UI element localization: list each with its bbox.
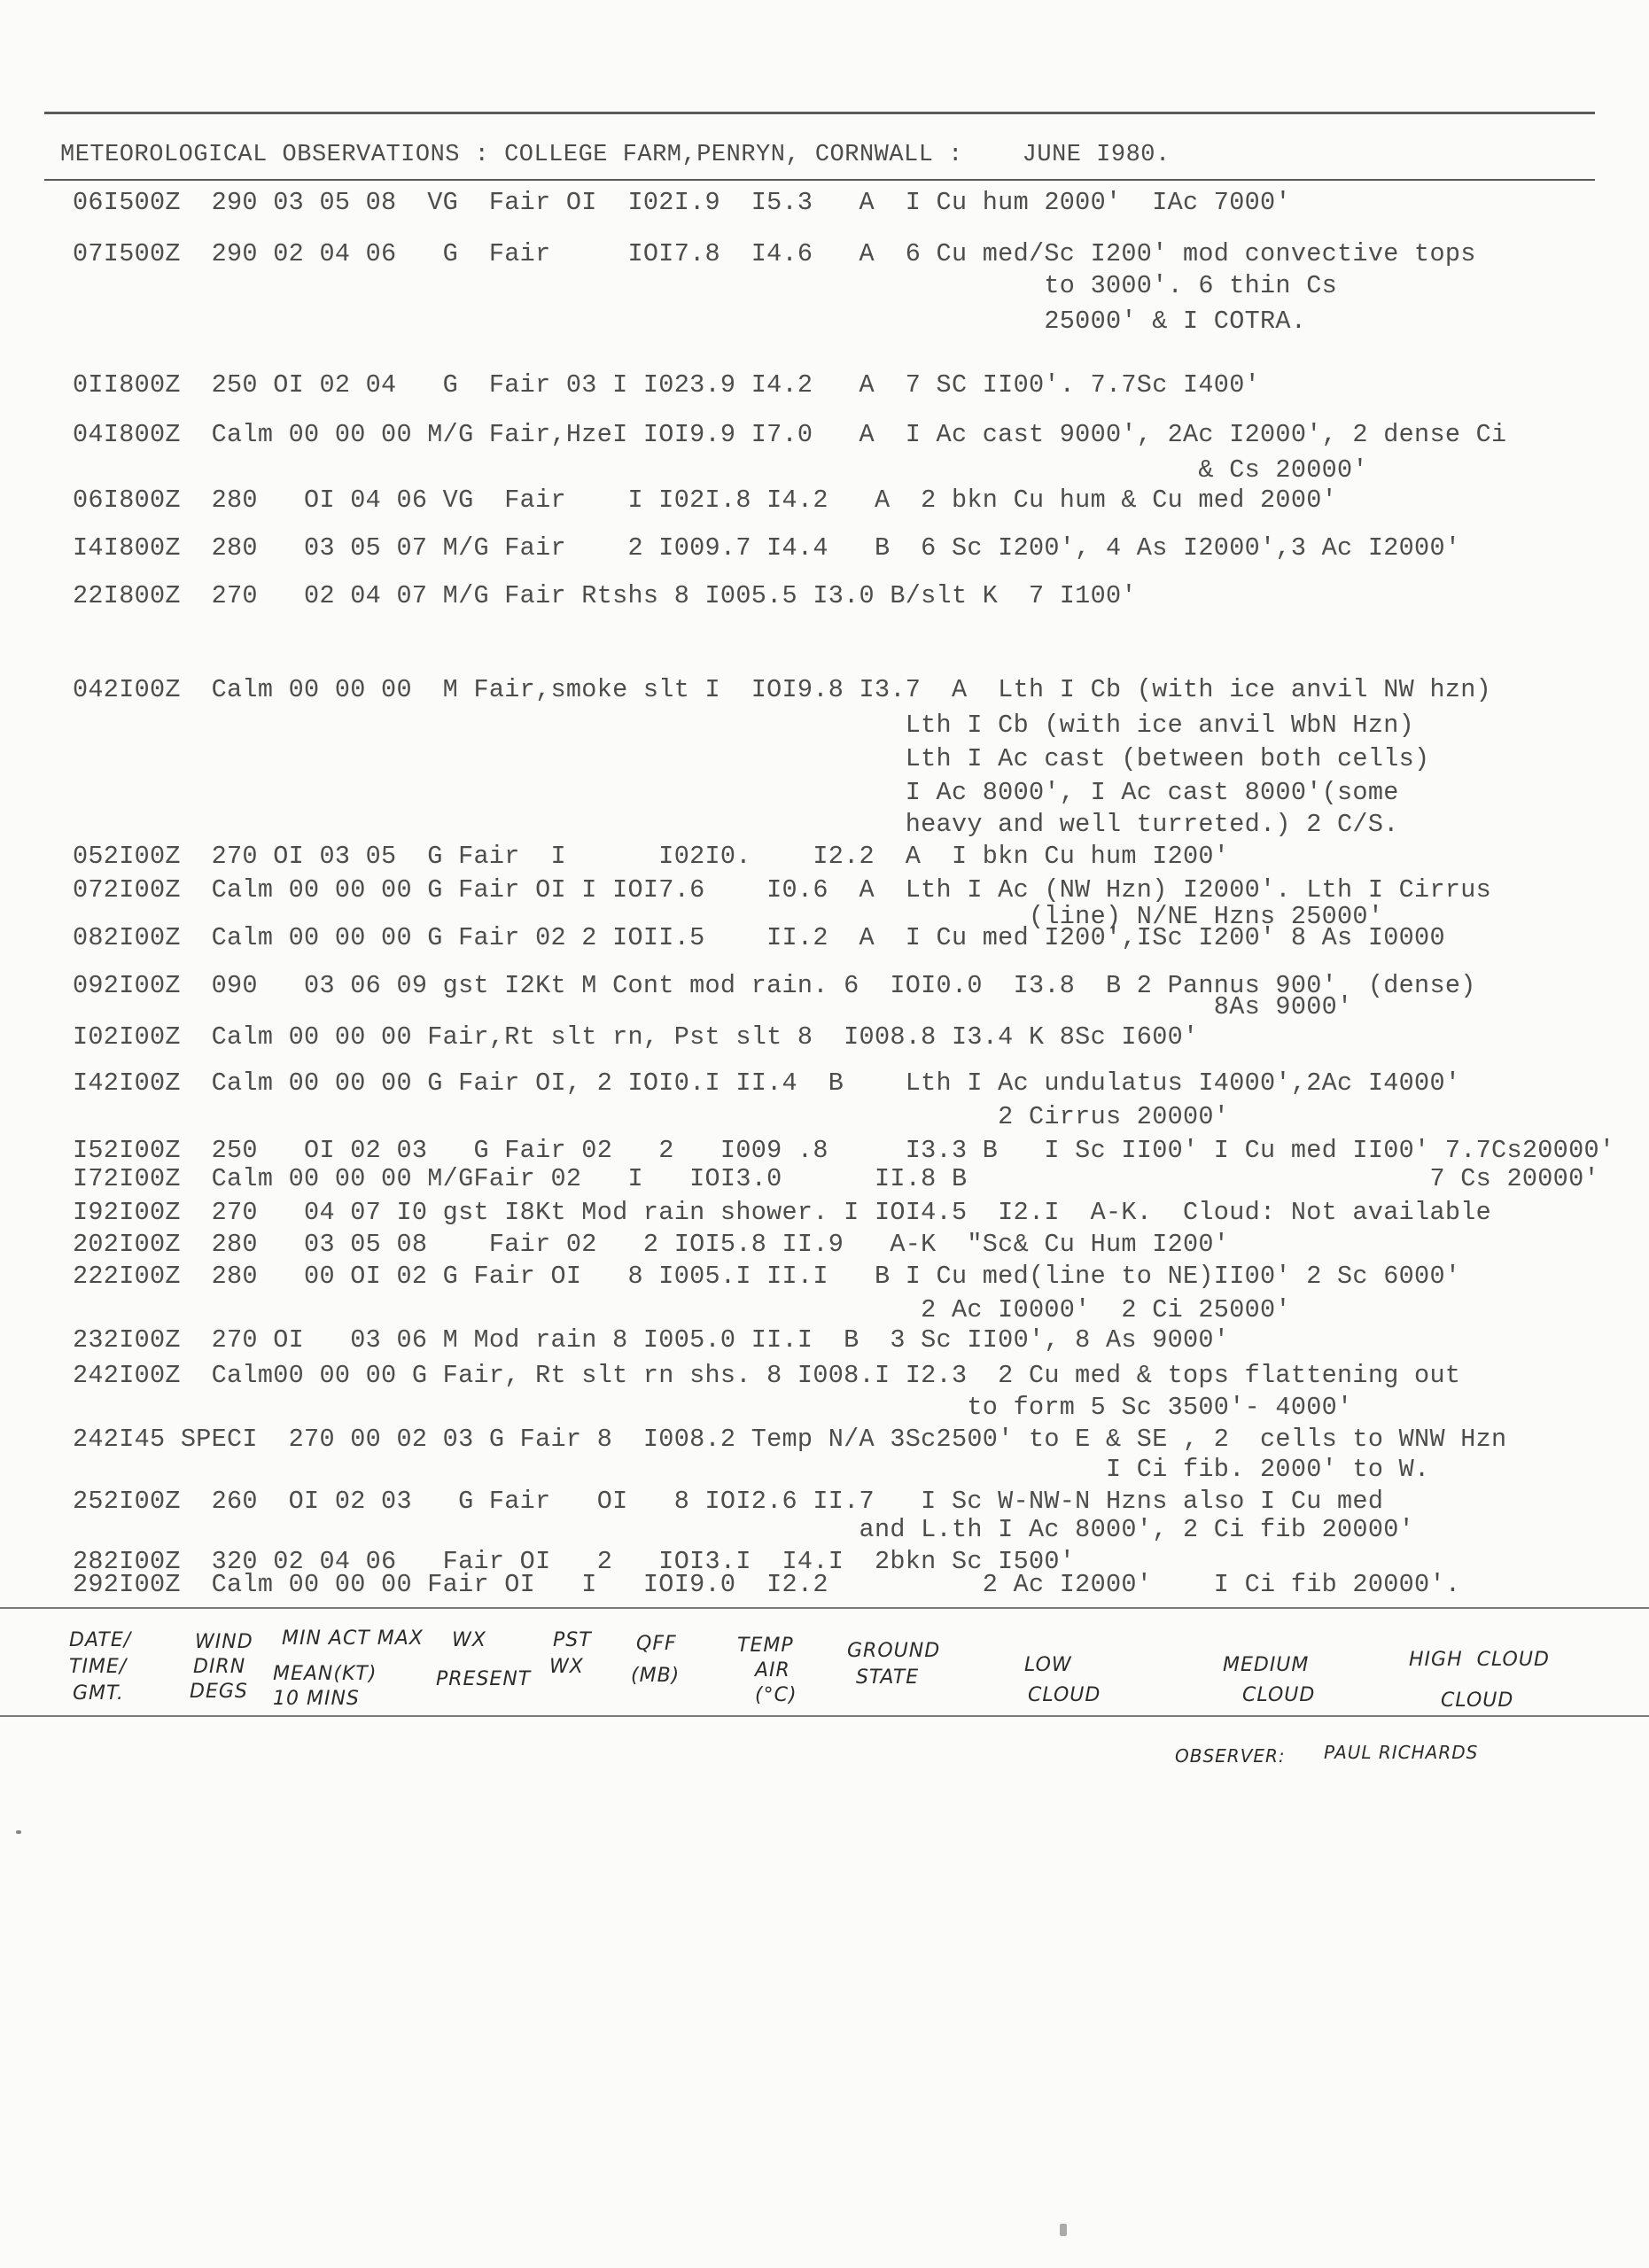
obs-line: 042I00Z Calm 00 00 00 M Fair,smoke slt I IOI9.8 I3.7 A Lth I Cb (with ice anvil NW hzn) [73, 675, 1492, 704]
col-qff: QFF [636, 1633, 677, 1655]
obs-line: 0II800Z 250 OI 02 04 G Fair 03 I I023.9 I4.2 A 7 SC II00'. 7.7Sc I400' [73, 370, 1261, 400]
document-title: METEOROLOGICAL OBSERVATIONS : COLLEGE FARM,PENRYN, CORNWALL : JUNE I980. [60, 142, 1171, 168]
col-degs: DEGS [190, 1681, 248, 1703]
obs-line: 092I00Z 090 03 06 09 gst I2Kt M Cont mod rain. 6 IOI0.0 I3.8 B 2 Pannus 900' (dense) [73, 971, 1476, 1000]
observer-name: PAUL RICHARDS [1324, 1742, 1479, 1763]
col-state: STATE [856, 1666, 920, 1689]
obs-line: I42I00Z Calm 00 00 00 G Fair OI, 2 IOI0.I II.4 B Lth I Ac undulatus I4000',2Ac I4000' [73, 1068, 1461, 1098]
col-ground: GROUND [847, 1640, 941, 1662]
obs-line: 202I00Z 280 03 05 08 Fair 02 2 IOI5.8 II.9 A-K "Sc& Cu Hum I200' [73, 1230, 1230, 1259]
col-pst: PST [553, 1629, 592, 1651]
obs-line: to 3000'. 6 thin Cs [73, 271, 1338, 300]
obs-line: 072I00Z Calm 00 00 00 G Fair OI I IOI7.6 I0.6 A Lth I Ac (NW Hzn) I2000'. Lth I Cirrus [73, 875, 1492, 905]
obs-line: 082I00Z Calm 00 00 00 G Fair 02 2 IOII.5 II.2 A I Cu med I200',ISc I200' 8 As I0000 [73, 923, 1445, 952]
col-medium: MEDIUM [1223, 1654, 1310, 1676]
scan-speck [16, 1830, 21, 1834]
obs-line: Lth I Cb (with ice anvil WbN Hzn) [73, 711, 1415, 740]
obs-line: 242I45 SPECI 270 00 02 03 G Fair 8 I008.2 Temp N/A 3Sc2500' to E & SE , 2 cells to WNW Hzn [73, 1425, 1507, 1454]
obs-line: Lth I Ac cast (between both cells) [73, 744, 1430, 773]
obs-line: 06I500Z 290 03 05 08 VG Fair OI I02I.9 I5.3 A I Cu hum 2000' IAc 7000' [73, 188, 1291, 217]
col-mb: (MB) [631, 1665, 681, 1687]
col-gmt: GMT. [73, 1682, 124, 1705]
col-mins: 10 MINS [273, 1688, 360, 1710]
col-dirn: DIRN [193, 1656, 246, 1678]
obs-line: 282I00Z 320 02 04 06 Fair OI 2 IOI3.I I4.I 2bkn Sc I500' [73, 1547, 1076, 1576]
obs-line: 22I800Z 270 02 04 07 M/G Fair Rtshs 8 I005.5 I3.0 B/slt K 7 I100' [73, 581, 1137, 610]
col-wind: WIND [195, 1631, 253, 1653]
obs-line: I Ci fib. 2000' to W. [73, 1455, 1430, 1484]
obs-line: 8As 9000' [73, 992, 1353, 1021]
obs-line: & Cs 20000' [73, 455, 1368, 485]
col-present: PRESENT [436, 1668, 532, 1690]
obs-line: heavy and well turreted.) 2 C/S. [73, 810, 1399, 839]
observer-label: OBSERVER: [1175, 1745, 1286, 1767]
col-min-act-max: MIN ACT MAX [282, 1627, 424, 1650]
col-date: DATE/ [69, 1629, 132, 1651]
col-deg-c: (°C) [755, 1684, 797, 1706]
col-pst-wx: WX [549, 1656, 584, 1678]
obs-line: 06I800Z 280 OI 04 06 VG Fair I I02I.8 I4.2 A 2 bkn Cu hum & Cu med 2000' [73, 485, 1338, 515]
obs-line: 242I00Z Calm00 00 00 G Fair, Rt slt rn shs. 8 I008.I I2.3 2 Cu med & tops flattening out [73, 1361, 1461, 1390]
table-footer-rule-bottom [0, 1715, 1649, 1717]
obs-line: 052I00Z 270 OI 03 05 G Fair I I02I0. I2.2 A I bkn Cu hum I200' [73, 842, 1230, 871]
obs-line: I92I00Z 270 04 07 I0 gst I8Kt Mod rain shower. I IOI4.5 I2.I A-K. Cloud: Not available [73, 1198, 1492, 1227]
col-air: AIR [755, 1659, 790, 1682]
col-wx: WX [452, 1629, 486, 1651]
obs-line: 2 Ac I0000' 2 Ci 25000' [73, 1295, 1291, 1324]
title-underline [44, 179, 1595, 181]
col-high-cloud: CLOUD [1441, 1689, 1514, 1712]
obs-line: 25000' & I COTRA. [73, 307, 1307, 336]
col-time: TIME/ [69, 1656, 128, 1678]
obs-line: 07I500Z 290 02 04 06 G Fair IOI7.8 I4.6 A 6 Cu med/Sc I200' mod convective tops [73, 239, 1476, 268]
obs-line: 252I00Z 260 OI 02 03 G Fair OI 8 IOI2.6 II.7 I Sc W-NW-N Hzns also I Cu med [73, 1487, 1384, 1516]
col-mean: MEAN(KT) [273, 1663, 377, 1685]
obs-line: 2 Cirrus 20000' [73, 1102, 1230, 1131]
col-temp: TEMP [737, 1635, 794, 1657]
scan-speck [1060, 2224, 1067, 2236]
col-medium-cloud: CLOUD [1242, 1684, 1316, 1706]
obs-line: I02I00Z Calm 00 00 00 Fair,Rt slt rn, Pst slt 8 I008.8 I3.4 K 8Sc I600' [73, 1022, 1199, 1052]
obs-line: to form 5 Sc 3500'- 4000' [73, 1393, 1353, 1422]
obs-line: 04I800Z Calm 00 00 00 M/G Fair,HzeI IOI9.9 I7.0 A I Ac cast 9000', 2Ac I2000', 2 dense Ci [73, 420, 1507, 449]
obs-line: 232I00Z 270 OI 03 06 M Mod rain 8 I005.0 II.I B 3 Sc II00', 8 As 9000' [73, 1325, 1230, 1355]
col-high: HIGH CLOUD [1409, 1649, 1550, 1671]
col-low-cloud: CLOUD [1028, 1684, 1101, 1706]
obs-line: I72I00Z Calm 00 00 00 M/GFair 02 I IOI3.0 II.8 B 7 Cs 20000' [73, 1164, 1599, 1193]
obs-line: and L.th I Ac 8000', 2 Ci fib 20000' [73, 1515, 1415, 1544]
obs-line: I52I00Z 250 OI 02 03 G Fair 02 2 I009 .8 I3.3 B I Sc II00' I Cu med II00' 7.7Cs20000' [73, 1136, 1615, 1165]
top-rule [44, 112, 1595, 114]
col-low: LOW [1024, 1654, 1072, 1676]
obs-line: I4I800Z 280 03 05 07 M/G Fair 2 I009.7 I4.4 B 6 Sc I200', 4 As I2000',3 Ac I2000' [73, 533, 1461, 563]
obs-line: (line) N/NE Hzns 25000' [73, 902, 1384, 931]
table-footer-rule-top [0, 1607, 1649, 1609]
obs-line: 292I00Z Calm 00 00 00 Fair OI I IOI9.0 I2.2 2 Ac I2000' I Ci fib 20000'. [73, 1570, 1461, 1599]
obs-line: 222I00Z 280 00 OI 02 G Fair OI 8 I005.I II.I B I Cu med(line to NE)II00' 2 Sc 6000' [73, 1262, 1461, 1291]
obs-line: I Ac 8000', I Ac cast 8000'(some [73, 778, 1399, 807]
